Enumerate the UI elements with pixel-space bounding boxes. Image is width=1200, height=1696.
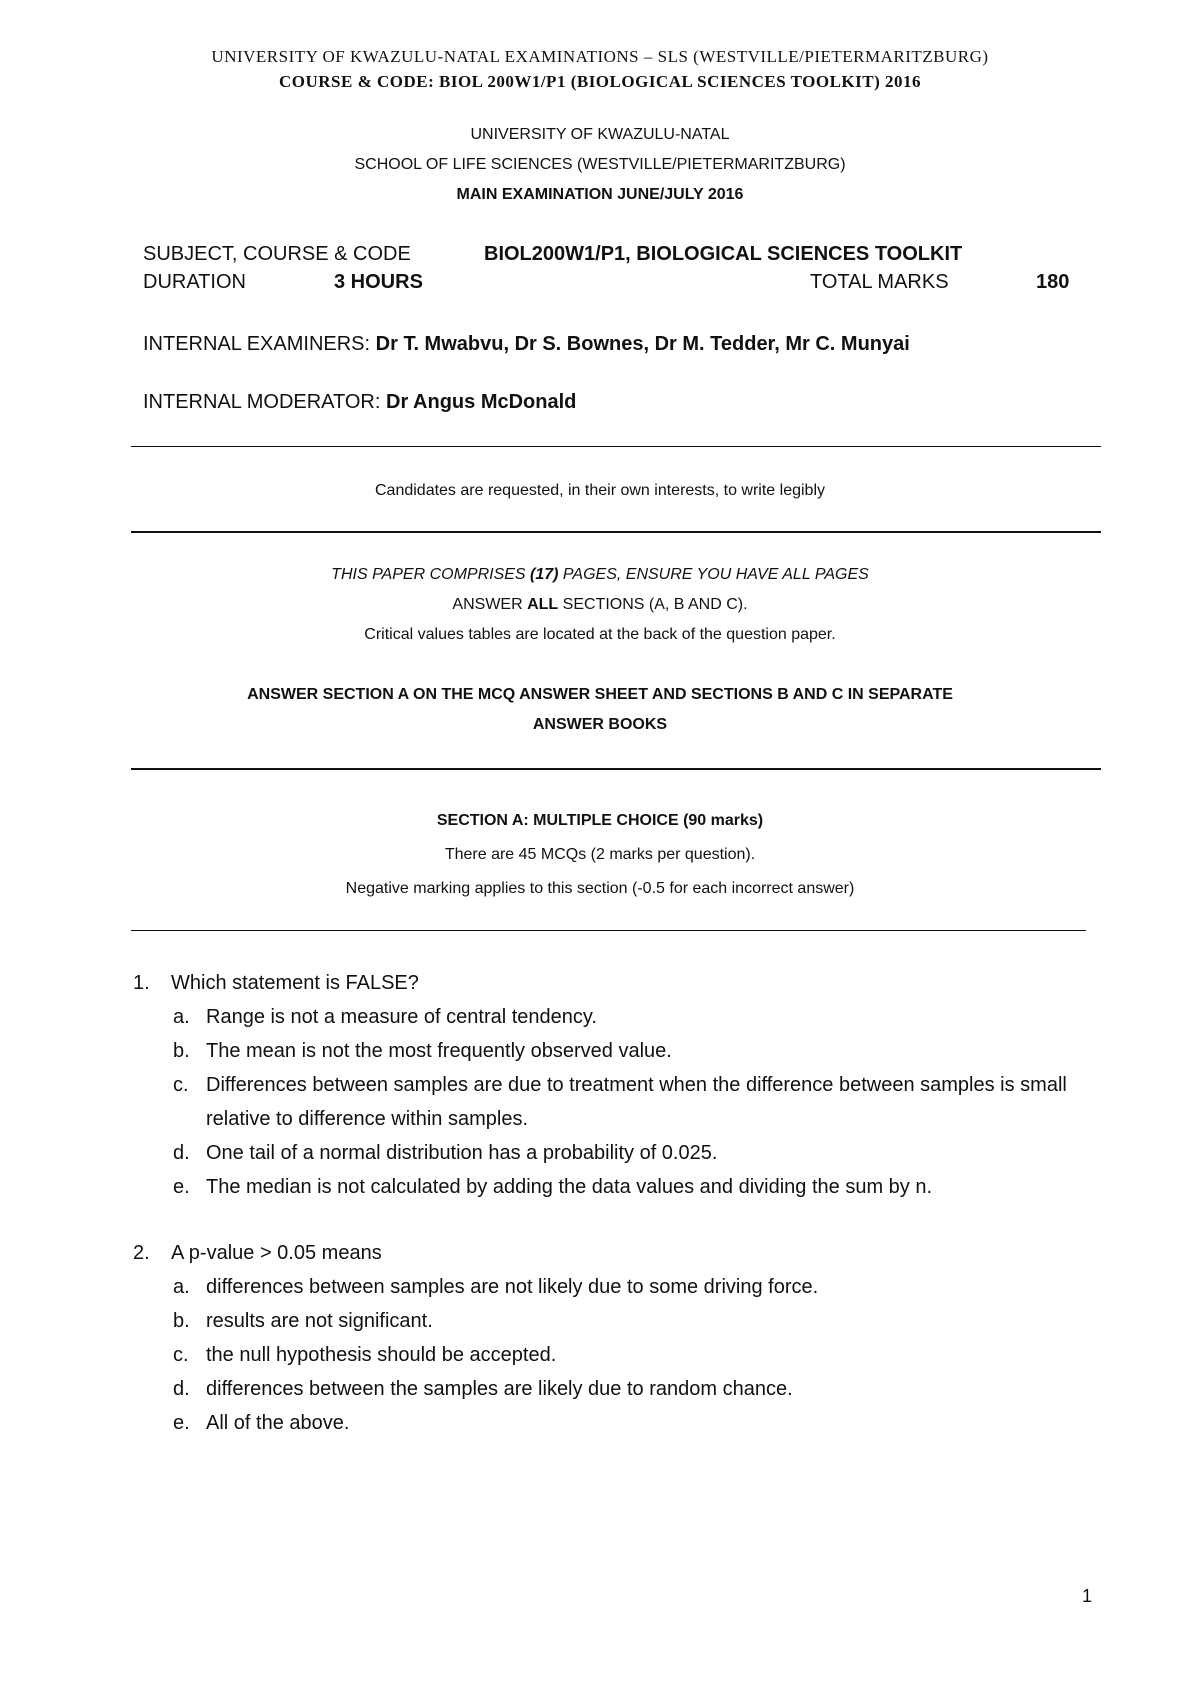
running-header-line-1: UNIVERSITY OF KWAZULU-NATAL EXAMINATIONS – SLS (WESTVILLE/PIETERMARITZBURG) (211, 47, 989, 66)
option-a (133, 1270, 1093, 1304)
question-number: 1. (133, 972, 150, 994)
pages-count: (17) (530, 566, 559, 583)
section-a-negative-marking: Negative marking applies to this section (-0.5 for each incorrect answer) (345, 880, 855, 897)
divider-1 (131, 446, 1101, 447)
question-number: 2. (133, 1242, 150, 1264)
total-marks-label: TOTAL MARKS (810, 271, 949, 293)
divider-4 (131, 930, 1086, 931)
option-text: The median is not calculated by adding the data values and dividing the sum by n. (206, 1176, 933, 1198)
option-text: Range is not a measure of central tendency. (206, 1006, 597, 1028)
option-letter: a. (173, 1276, 190, 1298)
option-a (133, 1000, 1093, 1034)
critical-values-note: Critical values tables are located at the back of the question paper. (364, 626, 836, 643)
answer-all-note (0, 590, 1200, 620)
option-text: The mean is not the most frequently observed value. (206, 1040, 672, 1062)
pages-note-text-2: PAGES, ENSURE YOU HAVE ALL PAGES (558, 566, 869, 583)
duration-label: DURATION (143, 271, 246, 293)
section-a-heading (0, 804, 1200, 906)
moderator-value: Dr Angus McDonald (386, 391, 577, 413)
option-text: One tail of a normal distribution has a probability of 0.025. (206, 1142, 718, 1164)
option-letter: c. (173, 1074, 189, 1096)
paper-info (0, 560, 1200, 650)
section-a-title: SECTION A: MULTIPLE CHOICE (90 marks) (436, 812, 764, 829)
section-a-count-note: There are 45 MCQs (2 marks per question). (444, 846, 756, 863)
option-text: results are not significant. (206, 1310, 433, 1332)
exam-title: MAIN EXAMINATION JUNE/JULY 2016 (456, 186, 744, 203)
question-text: A p-value > 0.05 means (171, 1242, 382, 1264)
question-text: Which statement is FALSE? (171, 972, 419, 994)
option-letter: b. (173, 1040, 190, 1062)
option-letter: a. (173, 1006, 190, 1028)
legibility-note: Candidates are requested, in their own interests, to write legibly (374, 482, 825, 499)
answer-all-bold: ALL (527, 596, 559, 613)
option-text: Differences between samples are due to treatment when the difference between samples is small relative to difference within samples. (206, 1074, 1067, 1130)
moderator-row (143, 388, 576, 416)
option-d (133, 1372, 1093, 1406)
examiners-label: INTERNAL EXAMINERS: (143, 333, 371, 355)
answer-instruction-line-1: ANSWER SECTION A ON THE MCQ ANSWER SHEET AND SECTIONS B AND C IN SEPARATE (247, 686, 953, 703)
school-name: SCHOOL OF LIFE SCIENCES (WESTVILLE/PIETERMARITZBURG) (354, 156, 846, 173)
running-header-line-2: COURSE & CODE: BIOL 200W1/P1 (BIOLOGICAL SCIENCES TOOLKIT) 2016 (278, 72, 922, 91)
answer-all-text-1: ANSWER (452, 596, 528, 613)
duration-value: 3 HOURS (334, 271, 423, 293)
university-name: UNIVERSITY OF KWAZULU-NATAL (470, 126, 730, 143)
pages-note-text-1: THIS PAPER COMPRISES (331, 566, 531, 583)
pages-note (0, 560, 1200, 590)
option-letter: d. (173, 1378, 190, 1400)
divider-2 (131, 531, 1101, 533)
running-header (0, 44, 1200, 94)
option-letter: b. (173, 1310, 190, 1332)
option-text: differences between the samples are likely due to random chance. (206, 1378, 793, 1400)
option-text: All of the above. (206, 1412, 350, 1434)
page-number: 1 (1082, 1586, 1093, 1606)
option-d (133, 1136, 1093, 1170)
option-letter: e. (173, 1176, 190, 1198)
subject-value: BIOL200W1/P1, BIOLOGICAL SCIENCES TOOLKIT (484, 243, 963, 265)
option-letter: c. (173, 1344, 189, 1366)
institution-block (0, 120, 1200, 210)
option-text: differences between samples are not likely due to some driving force. (206, 1276, 819, 1298)
total-marks-value: 180 (1036, 271, 1070, 293)
divider-3 (131, 768, 1101, 770)
option-e (133, 1170, 1093, 1204)
answer-instruction (150, 680, 1050, 740)
moderator-label: INTERNAL MODERATOR: (143, 391, 381, 413)
option-b (133, 1304, 1093, 1338)
examiners-row (143, 330, 910, 358)
option-letter: d. (173, 1142, 190, 1164)
question-1 (133, 966, 1093, 1204)
examiners-value: Dr T. Mwabvu, Dr S. Bownes, Dr M. Tedder, Mr C. Munyai (375, 333, 910, 355)
answer-all-text-2: SECTIONS (A, B AND C). (558, 596, 748, 613)
option-e (133, 1406, 1093, 1440)
option-c (133, 1068, 1093, 1136)
subject-label: SUBJECT, COURSE & CODE (143, 243, 411, 265)
question-stem (133, 1236, 1093, 1270)
answer-instruction-line-2: ANSWER BOOKS (532, 716, 668, 733)
option-b (133, 1034, 1093, 1068)
option-letter: e. (173, 1412, 190, 1434)
option-text: the null hypothesis should be accepted. (206, 1344, 557, 1366)
option-c (133, 1338, 1093, 1372)
question-stem (133, 966, 1093, 1000)
question-2 (133, 1236, 1093, 1440)
